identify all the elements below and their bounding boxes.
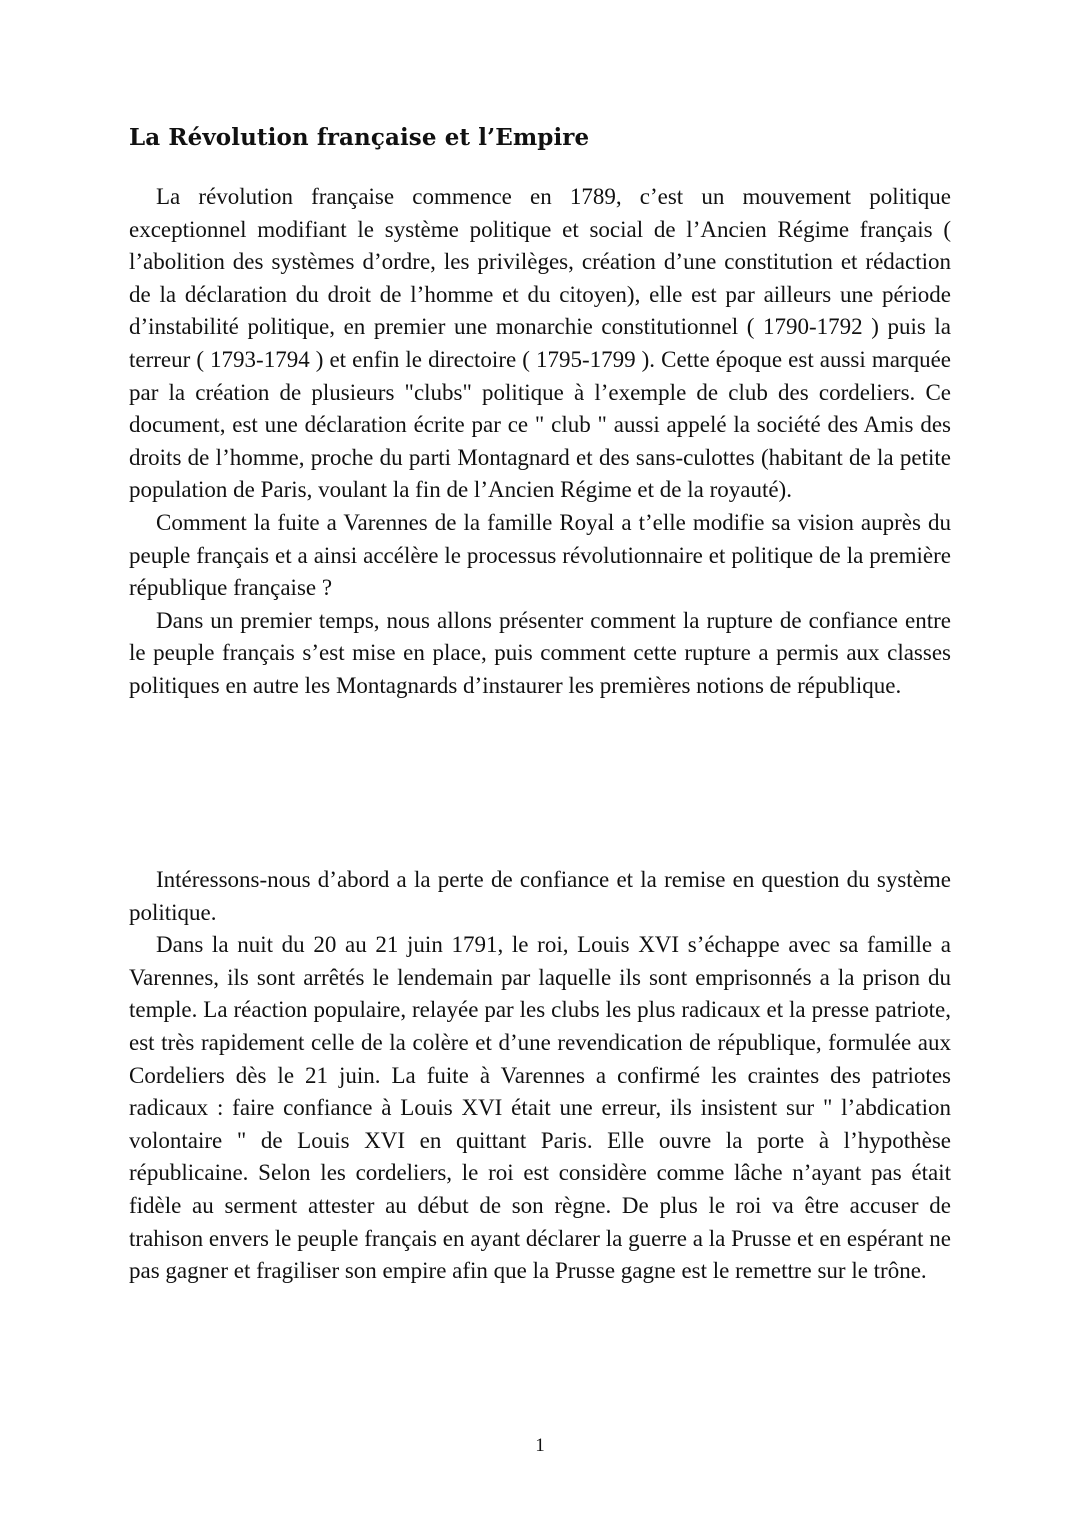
introduction-paragraph: La révolution française commence en 1789, c’est un mouvement politique exceptionnel modifiant le système politique et social de l’Ancien Régime français ( l’abolition des systèmes d’ordre, les privilèges, création d’une constitution et rédaction de la déclaration du droit de l’homme et du citoyen), elle est par ailleurs une période d’instabilité politique, en premier une monarchie constitutionnel ( 1790-1792 ) puis la terreur ( 1793-1794 ) et enfin le directoire ( 1795-1799 ). Cette époque est aussi marquée par la création de plusieurs "clubs" politique à l’exemple de club des cordeliers. Ce document, est une déclaration écrite par ce " club " aussi appelé la société des Amis des droits de l’homme, proche du parti Montagnard et des sans-culottes (habitant de la petite population de Paris, voulant la fin de l’Ancien Régime et de la royauté). bbox=[129, 184, 951, 503]
document-title: La Révolution française et l’Empire bbox=[129, 124, 590, 151]
plan-paragraph: Dans un premier temps, nous allons présenter comment la rupture de confiance entre le peuple français s’est mise en place, puis comment cette rupture a permis aux classes politiques en autre les Montagnards d’instaurer les premières notions de république. bbox=[129, 607, 951, 698]
page-number: 1 bbox=[535, 1435, 545, 1456]
introduction-section bbox=[129, 181, 951, 703]
first-part-section bbox=[129, 864, 951, 1288]
first-part-intro-paragraph: Intéressons-nous d’abord a la perte de confiance et la remise en question du système politique. bbox=[129, 867, 951, 925]
research-question-paragraph: Comment la fuite a Varennes de la famille Royal a t’elle modifie sa vision auprès du peuple français et a ainsi accélère le processus révolutionnaire et politique de la première république française ? bbox=[129, 509, 951, 601]
varennes-paragraph: Dans la nuit du 20 au 21 juin 1791, le roi, Louis XVI s’échappe avec sa famille a Varennes, ils sont arrêtés le lendemain par laquelle ils sont emprisonnés a la prison du temple. La réaction populaire, relayée par les clubs les plus radicaux et la presse patriote, est très rapidement celle de la colère et d’une revendication de république, formulée aux Cordeliers dès le 21 juin. La fuite à Varennes a confirmé les craintes des patriotes radicaux : faire confiance à Louis XVI était une erreur, ils insistent sur " l’abdication volontaire " de Louis XVI en quittant Paris. Elle ouvre la porte à l’hypothèse républicaine. Selon les cordeliers, le roi est considère comme lâche n’ayant pas était fidèle au serment attester au début de son règne. De plus le roi va être accuser de trahison envers le peuple français en ayant déclarer la guerre a la Prusse et en espérant ne pas gagner et fragiliser son empire afin que la Prusse gagne est le remettre sur le trône. bbox=[129, 932, 951, 1284]
